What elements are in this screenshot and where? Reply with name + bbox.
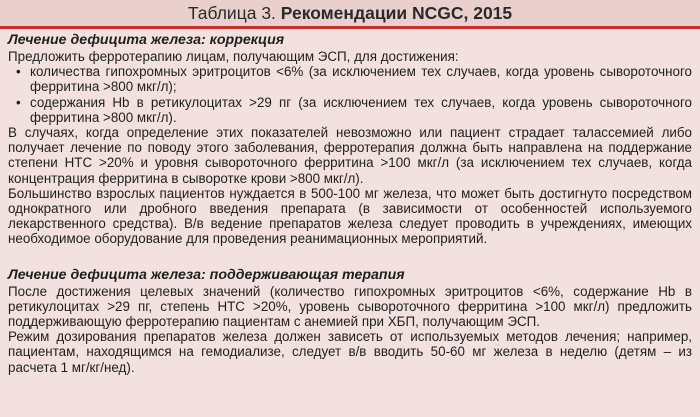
section-correction bbox=[8, 32, 692, 247]
table-title bbox=[0, 0, 700, 26]
section-maintenance bbox=[8, 267, 692, 375]
paragraph: После достижения целевых значений (количество гипохромных эритроцитов <6%, содержание Hb в ретикулоцитах >29 пг, степень НТС >20%, уровень сывороточного ферритина >100 мкг/л) предложить поддерживающую ферротерапию пациентам с анемией при ХБП, получающим ЭСП. bbox=[8, 283, 692, 330]
section-title: Лечение дефицита железа: коррекция bbox=[8, 32, 285, 48]
criteria-list bbox=[8, 64, 692, 125]
list-item: • содержания Hb в ретикулоцитах >29 пг (за исключением тех случаев, когда уровень сывороточного ферритина >800 мкг/л). bbox=[30, 95, 692, 125]
paragraph: Большинство взрослых пациентов нуждается в 500-100 мг железа, что может быть достигнуто посредством однократного или дробного введения препарата (в зависимости от особенностей используемого лекарственного средства). В/в ведение препаратов железа следует проводить в учреждениях, имеющих необходимое оборудование для проведения реанимационных мероприятий. bbox=[8, 185, 692, 247]
section-intro: Предложить ферротерапию лицам, получающим ЭСП, для достижения: bbox=[8, 49, 459, 64]
paragraph: Режим дозирования препаратов железа должен зависеть от используемых методов лечения; например, пациентам, находящимся на гемодиализе, следует в/в вводить 50-60 мг железа в неделю (детям – из расчета 1 мг/кг/нед). bbox=[8, 329, 692, 375]
table-title-main: Рекомендации NCGC, 2015 bbox=[280, 3, 513, 23]
list-item: • количества гипохромных эритроцитов <6% (за исключением тех случаев, когда уровень сывороточного ферритина >800 мкг/л); bbox=[30, 64, 692, 94]
table-body bbox=[0, 29, 700, 375]
paragraph: В случаях, когда определение этих показателей невозможно или пациент страдает талассемией либо получает лечение по поводу этого заболевания, ферротерапия должна быть направлена на поддержание степени НТС >20% и уровня сывороточного ферритина >100 мкг/л (за исключением тех случаев, когда концентрация ферритина в сыворотке крови >800 мкг/л). bbox=[8, 125, 692, 186]
table-title-prefix: Таблица 3. bbox=[187, 3, 281, 23]
section-title: Лечение дефицита железа: поддерживающая терапия bbox=[8, 266, 405, 283]
